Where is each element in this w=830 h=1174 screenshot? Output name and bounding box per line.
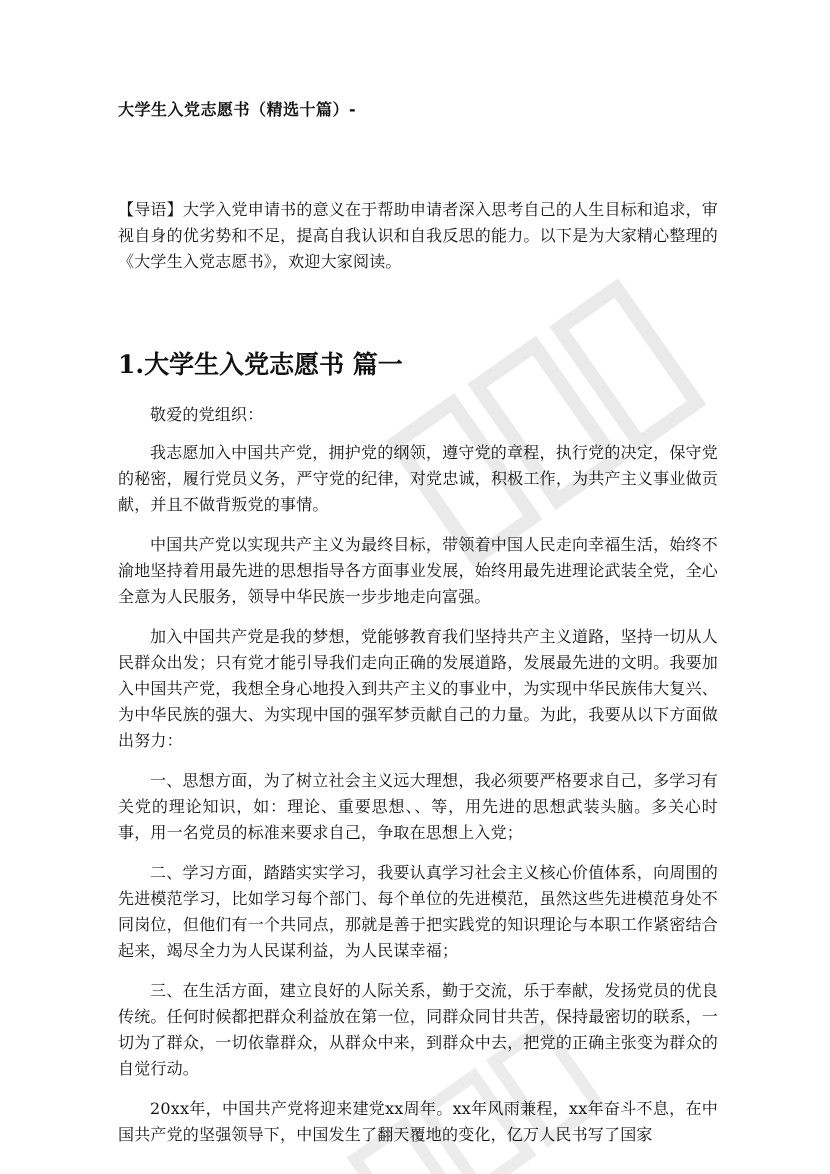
body-paragraph: 二、学习方面，踏踏实实学习，我要认真学习社会主义核心价值体系，向周围的先进模范学习，比如学习每个部门、每个单位的先进模范，虽然这些先进模范身处不同岗位，但他们有一个共同点，那就是善于把实践党的知识理论与本职工作紧密结合起来，竭尽全力为人民谋利益，为人民谋幸福； [118, 863, 718, 960]
body-paragraph: 一、思想方面，为了树立社会主义远大理想，我必须要严格要求自己，多学习有关党的理论知识，如：理论、重要思想、、等，用先进的思想武装头脑。多关心时事，用一名党员的标准来要求自己，争取在思想上入党； [118, 771, 718, 842]
body-paragraph: 中国共产党以实现共产主义为最终目标，带领着中国人民走向幸福生活，始终不渝地坚持着用最先进的思想指导各方面事业发展，始终用最先进理论武装全党，全心全意为人民服务，领导中华民族一步步地走向富强。 [118, 535, 718, 606]
body-paragraph: 加入中国共产党是我的梦想，党能够教育我们坚持共产主义道路，坚持一切从人民群众出发；只有党才能引导我们走向正确的发展道路，发展最先进的文明。我要加入中国共产党，我想全身心地投入到共产主义的事业中，为实现中华民族伟大复兴、为中华民族的强大、为实现中国的强军梦贡献自己的力量。为此，我要从以下方面做出努力： [118, 627, 718, 750]
intro-paragraph: 【导语】大学入党申请书的意义在于帮助申请者深入思考自己的人生目标和追求，审视自身的优劣势和不足，提高自我认识和自我反思的能力。以下是为大家精心整理的《大学生入党志愿书》，欢迎大家阅读。 [118, 200, 718, 271]
body-paragraph: 20xx年，中国共产党将迎来建党xx周年。xx年风雨兼程，xx年奋斗不息，在中国共产党的坚强领导下，中国发生了翻天覆地的变化，亿万人民书写了国家 [118, 1099, 718, 1144]
section-heading: 1.大学生入党志愿书 篇一 [118, 350, 403, 379]
document-title: 大学生入党志愿书（精选十篇）- [118, 100, 357, 119]
body-paragraph: 三、在生活方面，建立良好的人际关系，勤于交流，乐于奉献，发扬党员的优良传统。任何时候都把群众利益放在第一位，同群众同甘共苦，保持最密切的联系，一切为了群众，一切依靠群众，从群众中来，到群众中去，把党的正确主张变为群众的自觉行动。 [118, 981, 718, 1078]
document-body [118, 402, 718, 1162]
salutation: 敬爱的党组织： [150, 405, 264, 424]
body-paragraph: 我志愿加入中国共产党，拥护党的纲领，遵守党的章程，执行党的决定，保守党的秘密，履行党员义务，严守党的纪律，对党忠诚，积极工作，为共产主义事业做贡献，并且不做背叛党的事情。 [118, 443, 718, 514]
